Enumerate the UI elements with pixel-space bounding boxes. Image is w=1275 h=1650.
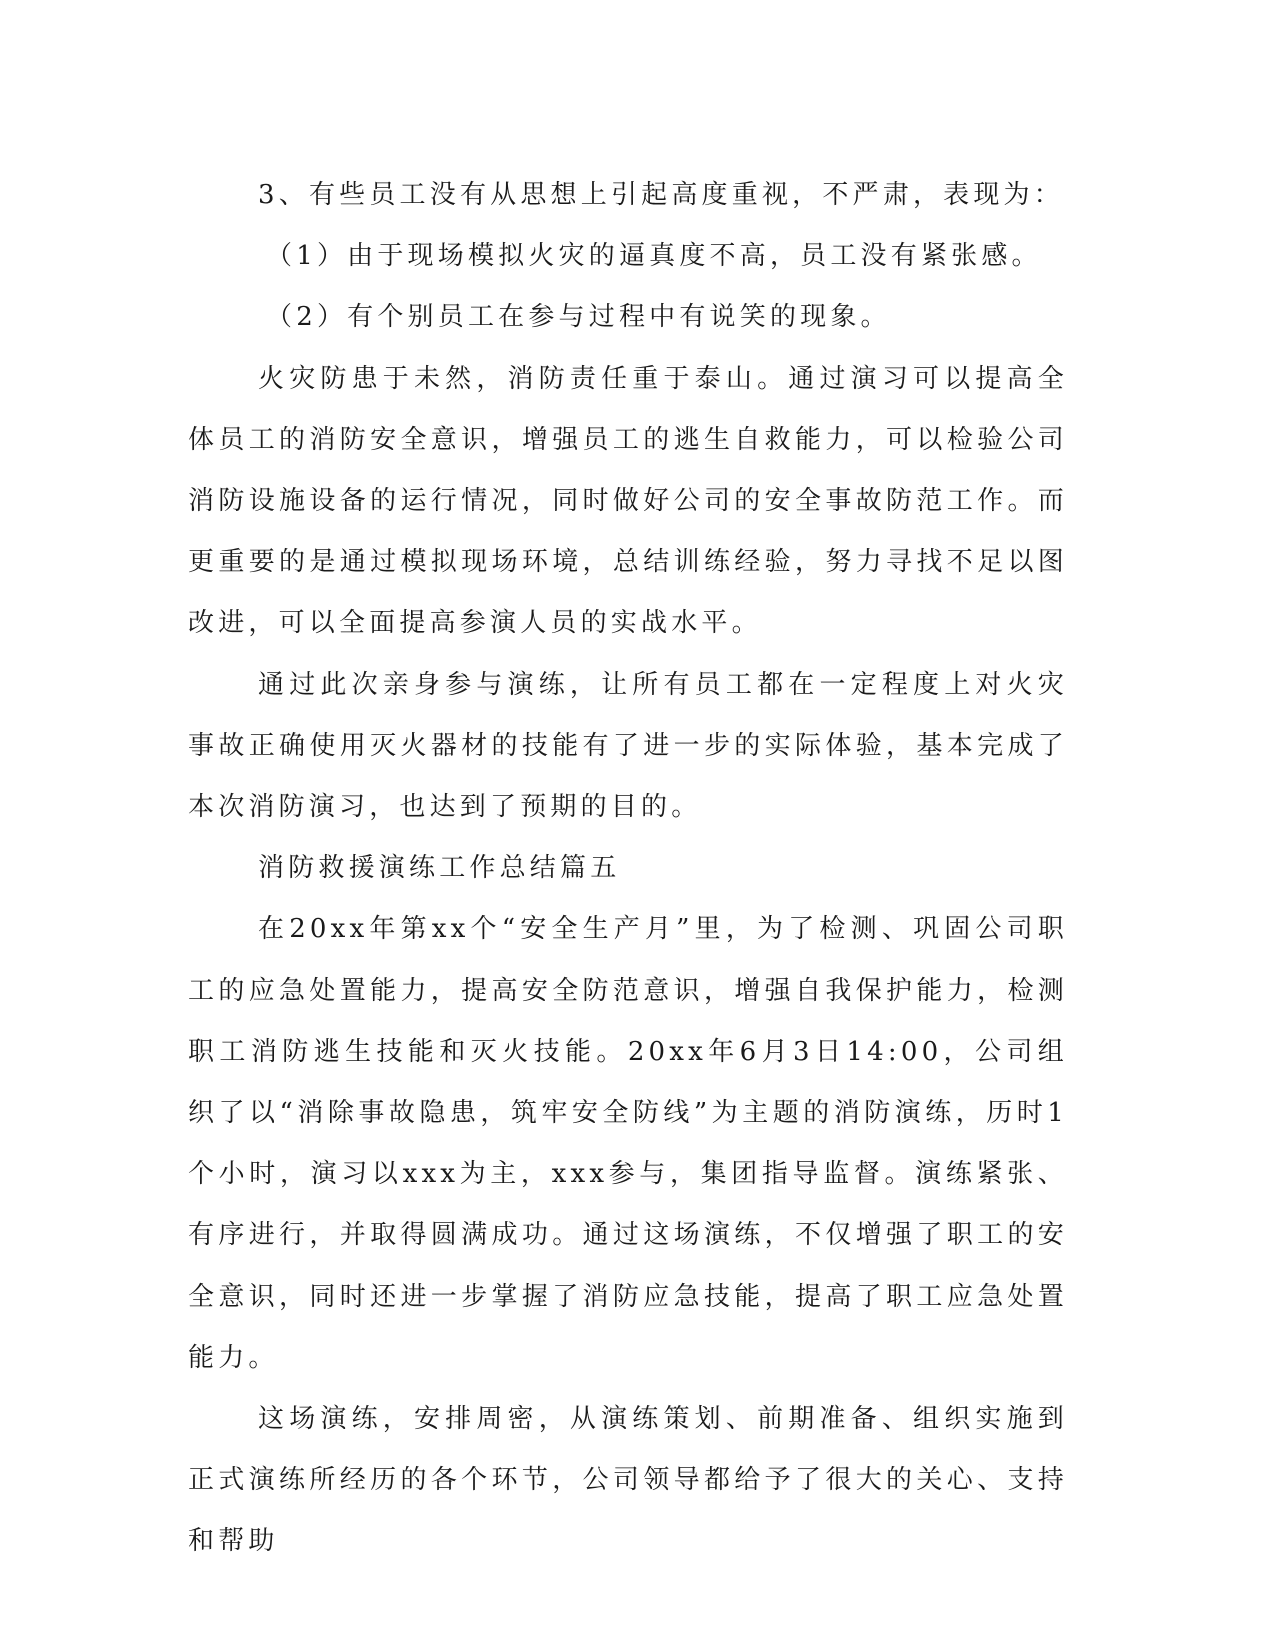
paragraph-fire-prevention: 火灾防患于未然，消防责任重于泰山。通过演习可以提高全体员工的消防安全意识，增强员工的逃生自救能力，可以检验公司消防设施设备的运行情况，同时做好公司的安全事故防范工作。而更重要的是通过模拟现场环境，总结训练经验，努力寻找不足以图改进，可以全面提高参演人员的实战水平。 — [188, 363, 1068, 639]
paragraph-issue-3-1: （1）由于现场模拟火灾的逼真度不高，员工没有紧张感。 — [266, 241, 1042, 272]
paragraph-safety-month: 在20xx年第xx个“安全生产月”里，为了检测、巩固公司职工的应急处置能力，提高安全防范意识，增强自我保护能力，检测职工消防逃生技能和灭火技能。20xx年6月3日14:00，公司组织了以“消除事故隐患，筑牢安全防线”为主题的消防演练，历时1个小时，演习以xxx为主，xxx参与，集团指导监督。演练紧张、有序进行，并取得圆满成功。通过这场演练，不仅增强了职工的安全意识，同时还进一步掌握了消防应急技能，提高了职工应急处置能力。 — [188, 914, 1068, 1373]
paragraph-issue-3-2: （2）有个别员工在参与过程中有说笑的现象。 — [266, 302, 891, 333]
paragraph-issue-3: 3、有些员工没有从思想上引起高度重视，不严肃，表现为： — [258, 180, 1064, 210]
paragraph-drill-arrangement: 这场演练，安排周密，从演练策划、前期准备、组织实施到正式演练所经历的各个环节，公司领导都给予了很大的关心、支持和帮助 — [188, 1404, 1068, 1557]
section-heading: 消防救援演练工作总结篇五 — [258, 853, 621, 884]
document-body — [188, 165, 1068, 1573]
paragraph-drill-result: 通过此次亲身参与演练，让所有员工都在一定程度上对火灾事故正确使用灭火器材的技能有了进一步的实际体验，基本完成了本次消防演习，也达到了预期的目的。 — [188, 669, 1068, 823]
